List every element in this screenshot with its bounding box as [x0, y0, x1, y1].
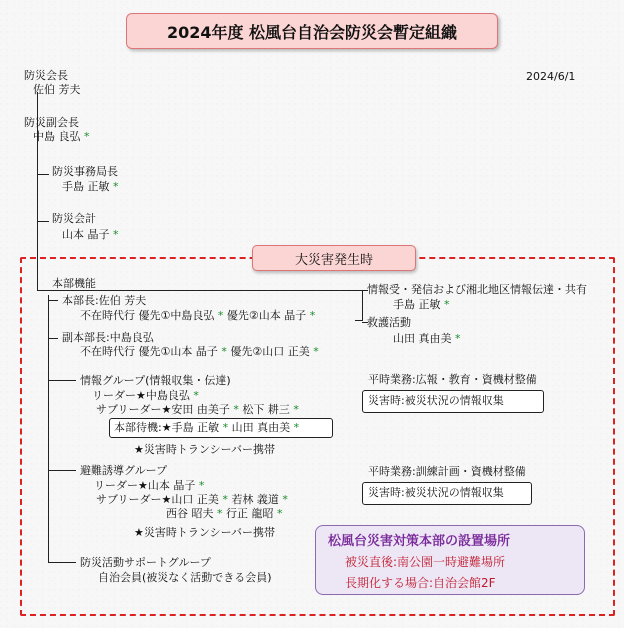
- info-normal-duty: 平時業務:広報・教育・資機材整備: [368, 373, 537, 386]
- office-role: 防災事務局長: [52, 165, 118, 178]
- rescue-role: 救護活動: [367, 316, 411, 329]
- evac-group-name: 避難誘導グループ: [80, 464, 168, 477]
- connector: [48, 300, 58, 301]
- rescue-name: 山田 真由美 *: [393, 332, 461, 345]
- connector: [37, 221, 49, 222]
- evac-disaster-duty: 災害時:被災状況の情報収集: [368, 486, 504, 499]
- connector: [355, 320, 363, 321]
- info-role: 情報受・発信および湘北地区情報伝達・共有: [367, 283, 587, 296]
- connector: [362, 290, 363, 320]
- acct-role: 防災会計: [52, 212, 96, 225]
- hq-vice-proxy: 不在時代行 優先①山本 晶子 * 優先②山口 正美 *: [80, 345, 319, 358]
- office-name: 手島 正敏 *: [62, 180, 119, 193]
- info-group-leader: リーダー★中島良弘 *: [92, 389, 199, 402]
- location-line-2: 長期化する場合:自治会館2F: [345, 576, 496, 590]
- evac-group-transceiver: ★災害時トランシーバー携帯: [134, 526, 276, 539]
- location-line-1: 被災直後:南公園一時避難場所: [345, 555, 506, 569]
- connector: [37, 290, 362, 291]
- chair-role: 防災会長: [24, 69, 68, 82]
- info-group-transceiver: ★災害時トランシーバー携帯: [134, 443, 276, 456]
- info-name: 手島 正敏 *: [393, 298, 450, 311]
- connector: [48, 338, 58, 339]
- connector: [37, 174, 49, 175]
- date: 2024/6/1: [526, 70, 576, 83]
- evac-group-leader: リーダー★山本 晶子 *: [94, 479, 205, 492]
- vice-role: 防災副会長: [24, 116, 79, 129]
- vice-name: 中島 良弘 *: [33, 130, 90, 143]
- info-group-name: 情報グループ(情報収集・伝達): [80, 374, 231, 387]
- connector: [48, 380, 76, 381]
- hq-label: 本部機能: [52, 277, 96, 290]
- evac-group-members: 西谷 昭夫 * 行正 龍昭 *: [166, 507, 283, 520]
- connector: [48, 295, 49, 563]
- chair-name: 佐伯 芳夫: [33, 83, 81, 96]
- evac-normal-duty: 平時業務:訓練計画・資機材整備: [368, 465, 526, 478]
- info-disaster-duty: 災害時:被災状況の情報収集: [368, 394, 504, 407]
- location-title: 松風台災害対策本部の設置場所: [328, 534, 511, 549]
- acct-name: 山本 晶子 *: [62, 228, 119, 241]
- connector: [48, 470, 76, 471]
- hq-chief: 本部長:佐伯 芳夫: [62, 294, 147, 307]
- support-group-name: 防災活動サポートグループ: [80, 556, 211, 569]
- disaster-label: 大災害発生時: [252, 245, 416, 271]
- page-title: 2024年度 松風台自治会防災会暫定組織: [126, 13, 498, 49]
- support-group-members: 自治会員(被災なく活動できる会員): [98, 571, 272, 584]
- connector: [48, 562, 76, 563]
- hq-chief-proxy: 不在時代行 優先①中島良弘 * 優先②山本 晶子 *: [80, 309, 316, 322]
- evac-group-subleaders: サブリーダー★山口 正美 * 若林 義道 *: [96, 493, 288, 506]
- info-group-standby: 本部待機:★手島 正敏 * 山田 真由美 *: [114, 421, 300, 434]
- info-group-subleaders: サブリーダー★安田 由美子 * 松下 耕三 *: [96, 403, 299, 416]
- hq-vice: 副本部長:中島良弘: [62, 331, 154, 344]
